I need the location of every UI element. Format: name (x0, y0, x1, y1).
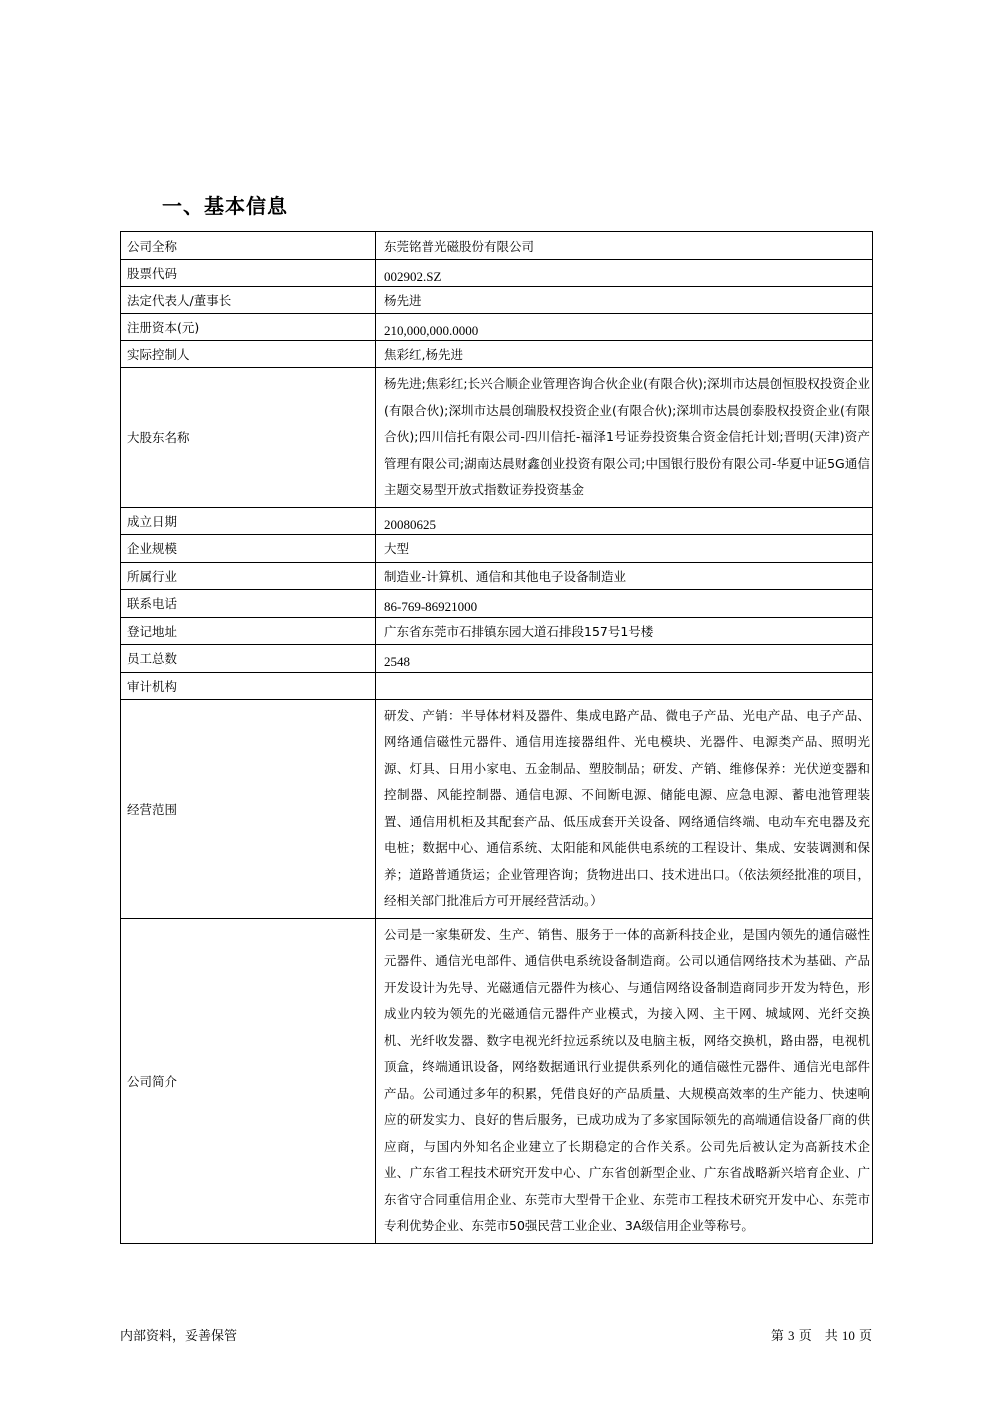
row-value: 2548 (384, 654, 410, 669)
page-prefix: 第 (770, 1329, 784, 1344)
row-label: 联系电话 (121, 589, 376, 617)
row-value: 20080625 (384, 516, 436, 532)
table-row (121, 232, 873, 260)
footer-page-number (771, 1325, 872, 1344)
row-value: 86-769-86921000 (384, 599, 478, 614)
row-label: 股票代码 (121, 260, 376, 287)
table-row (121, 672, 873, 699)
row-value: 杨先进;焦彩红;长兴合顺企业管理咨询合伙企业(有限合伙);深圳市达晨创恒股权投资企业(有限合伙);深圳市达晨创瑞股权投资企业(有限合伙);深圳市达晨创泰股权投资企业(有限合伙);四川信托有限公司-四川信托-福泽1号证券投资集合资金信托计划;晋明(天津)资产管理有限公司;湖南达晨财鑫创业投资有限公司;中国银行股份有限公司-华夏中证5G通信主题交易型开放式指数证券投资基金 (376, 368, 873, 508)
row-label: 员工总数 (121, 644, 376, 672)
page-no: 3 (788, 1328, 795, 1343)
row-label: 审计机构 (121, 672, 376, 699)
table-row (121, 341, 873, 368)
row-value: 大型 (376, 534, 873, 562)
row-label: 登记地址 (121, 617, 376, 644)
row-label: 成立日期 (121, 507, 376, 534)
row-label: 实际控制人 (121, 341, 376, 368)
table-row (121, 534, 873, 562)
table-row (121, 507, 873, 534)
page-mid: 页 共 (798, 1329, 838, 1344)
row-label: 注册资本(元) (121, 314, 376, 341)
row-value: 研发、产销：半导体材料及器件、集成电路产品、微电子产品、光电产品、电子产品、网络通信磁性元器件、通信用连接器组件、光电模块、光器件、电源类产品、照明光源、灯具、日用小家电、五金制品、塑胶制品；研发、产销、维修保养：光伏逆变器和控制器、风能控制器、通信电源、不间断电源、储能电源、应急电源、蓄电池管理装置、通信用机柜及其配套产品、低压成套开关设备、网络通信终端、电动车充电器及充电桩；数据中心、通信系统、太阳能和风能供电系统的工程设计、集成、安装调测和保养；道路普通货运；企业管理咨询；货物进出口、技术进出口。（依法须经批准的项目，经相关部门批准后方可开展经营活动。） (376, 699, 873, 918)
row-value: 东莞铭普光磁股份有限公司 (376, 232, 873, 260)
table-row (121, 589, 873, 617)
table-row (121, 918, 873, 1243)
table-row (121, 617, 873, 644)
row-value: 焦彩红,杨先进 (376, 341, 873, 368)
row-label: 企业规模 (121, 534, 376, 562)
row-label: 公司简介 (121, 918, 376, 1243)
row-value: 公司是一家集研发、生产、销售、服务于一体的高新科技企业，是国内领先的通信磁性元器件、通信光电部件、通信供电系统设备制造商。公司以通信网络技术为基础、产品开发设计为先导、光磁通信元器件为核心、与通信网络设备制造商同步开发为特色，形成业内较为领先的光磁通信元器件产业模式，为接入网、主干网、城域网、光纤交换机、光纤收发器、数字电视光纤拉远系统以及电脑主板，网络交换机，路由器，电视机顶盒，终端通讯设备，网络数据通讯行业提供系列化的通信磁性元器件、通信光电部件产品。公司通过多年的积累，凭借良好的产品质量、大规模高效率的生产能力、快速响应的研发实力、良好的售后服务，已成功成为了多家国际领先的高端通信设备厂商的供应商，与国内外知名企业建立了长期稳定的合作关系。公司先后被认定为高新技术企业、广东省工程技术研究开发中心、广东省创新型企业、广东省战略新兴培育企业、广东省守合同重信用企业、东莞市大型骨干企业、东莞市工程技术研究开发中心、东莞市专利优势企业、东莞市50强民营工业企业、3A级信用企业等称号。 (376, 918, 873, 1243)
table-row (121, 287, 873, 314)
row-label: 大股东名称 (121, 368, 376, 508)
row-value: 杨先进 (376, 287, 873, 314)
basic-info-table (120, 231, 873, 1244)
row-label: 所属行业 (121, 562, 376, 589)
row-value: 广东省东莞市石排镇东园大道石排段157号1号楼 (376, 617, 873, 644)
row-value (376, 672, 873, 699)
row-value: 210,000,000.0000 (384, 323, 479, 338)
section-title: 一、基本信息 (162, 194, 288, 218)
table-row (121, 314, 873, 341)
table-row (121, 260, 873, 287)
row-value: 002902.SZ (384, 269, 442, 284)
page-total: 10 (841, 1328, 855, 1343)
row-value: 制造业-计算机、通信和其他电子设备制造业 (376, 562, 873, 589)
table-row (121, 368, 873, 508)
footer-confidential-note: 内部资料，妥善保管 (120, 1329, 238, 1344)
table-row (121, 562, 873, 589)
table-row (121, 644, 873, 672)
row-label: 公司全称 (121, 232, 376, 260)
table-row (121, 699, 873, 918)
row-label: 经营范围 (121, 699, 376, 918)
row-label: 法定代表人/董事长 (121, 287, 376, 314)
page-suffix: 页 (858, 1329, 872, 1344)
